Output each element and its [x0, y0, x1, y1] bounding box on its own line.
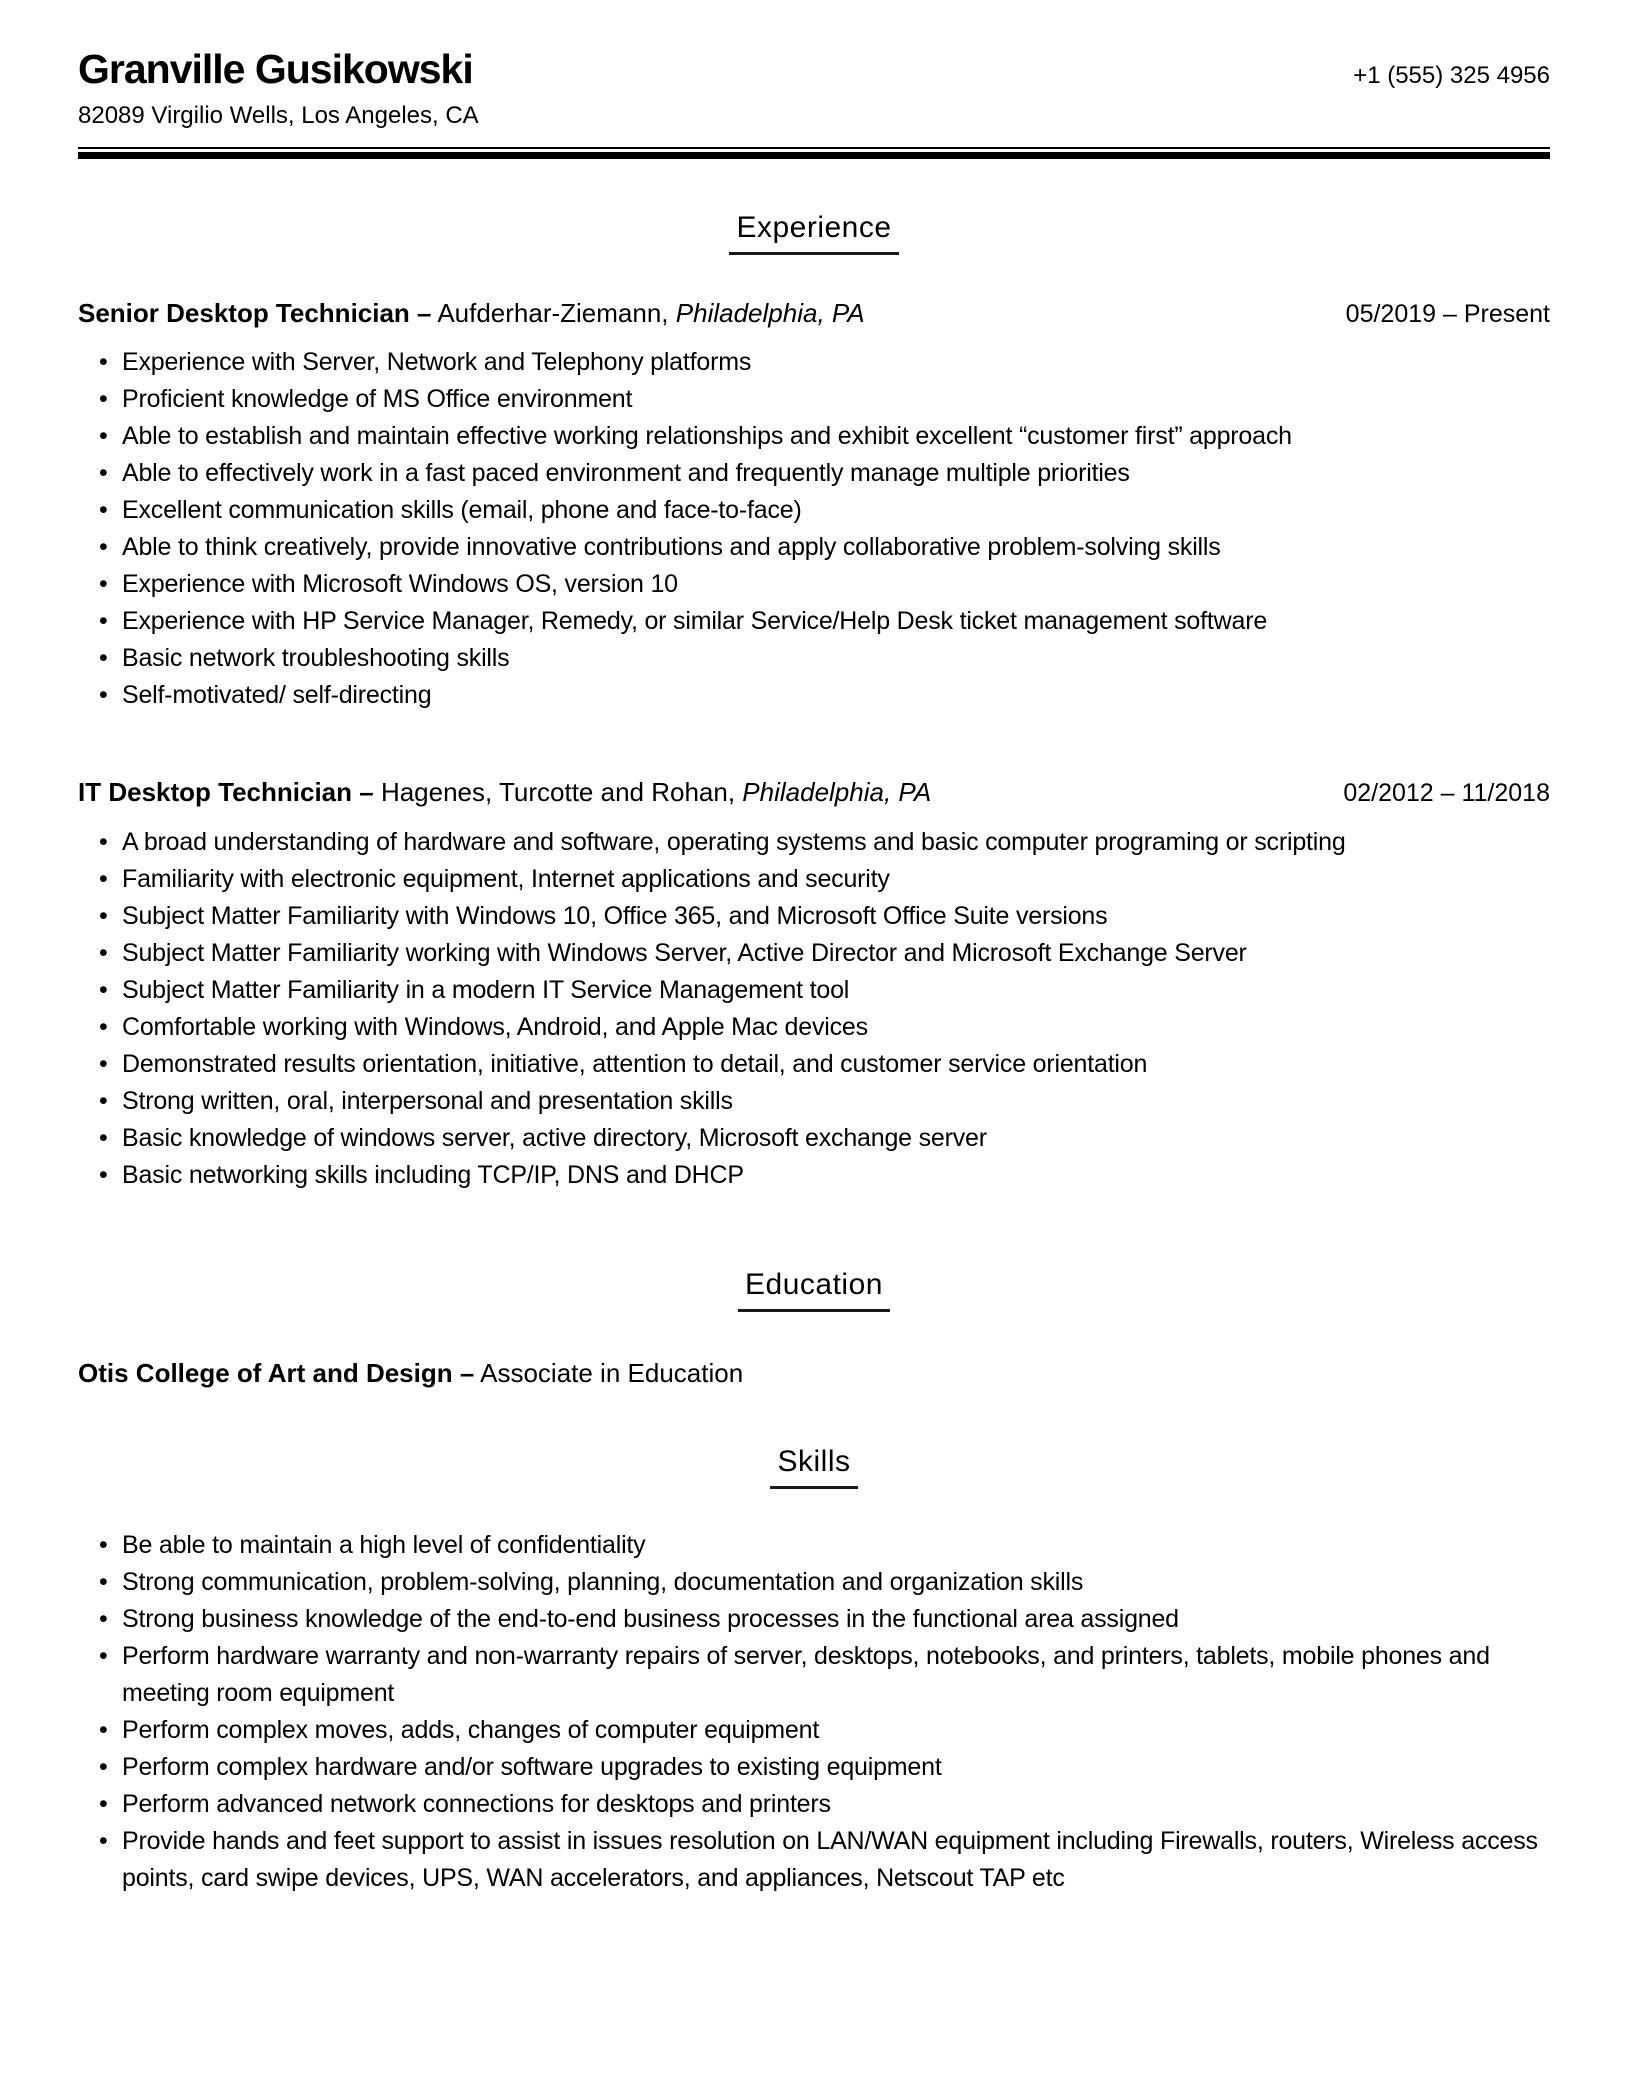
job-entry-it-desktop-technician: [78, 776, 1550, 1193]
job-bullet-item: • Excellent communication skills (email, phone and face-to-face): [78, 492, 1550, 529]
job-location: Philadelphia, PA: [675, 298, 865, 329]
phone-number: +1 (555) 325 4956: [1353, 62, 1550, 89]
job-bullet-item: • Basic network troubleshooting skills: [78, 640, 1550, 677]
job-bullet-item: • Self-motivated/ self-directing: [78, 677, 1550, 714]
skill-bullet-item: • Perform hardware warranty and non-warranty repairs of server, desktops, notebooks, and printers, tablets, mobile phones and meeting room equipment: [78, 1638, 1550, 1712]
skill-bullet-item: • Perform complex moves, adds, changes of computer equipment: [78, 1712, 1550, 1749]
divider-thin-line: [78, 147, 1550, 149]
skill-bullet-item: • Perform advanced network connections for desktops and printers: [78, 1786, 1550, 1823]
job-bullet-item: • Able to effectively work in a fast paced environment and frequently manage multiple priorities: [78, 455, 1550, 492]
job-dates: 05/2019 – Present: [1345, 300, 1550, 329]
job-bullet-item: • Subject Matter Familiarity with Windows 10, Office 365, and Microsoft Office Suite versions: [78, 898, 1550, 935]
skill-bullet-item: • Be able to maintain a high level of confidentiality: [78, 1527, 1550, 1564]
education-entry: [78, 1358, 1550, 1389]
job-bullet-item: • Subject Matter Familiarity working with Windows Server, Active Director and Microsoft Exchange Server: [78, 935, 1550, 972]
job-bullet-item: • Able to establish and maintain effective working relationships and exhibit excellent “customer first” approach: [78, 418, 1550, 455]
address-line: 82089 Virgilio Wells, Los Angeles, CA: [78, 102, 479, 130]
job-dates: 02/2012 – 11/2018: [1343, 779, 1550, 808]
experience-section: [78, 211, 1550, 1194]
header-divider: [78, 147, 1550, 159]
job-title: [78, 297, 865, 330]
job-bullet-item: • Proficient knowledge of MS Office environment: [78, 381, 1550, 418]
school-name: Otis College of Art and Design –: [78, 1357, 475, 1388]
skills-heading-wrap: [78, 1445, 1550, 1489]
job-bullet-item: • Comfortable working with Windows, Android, and Apple Mac devices: [78, 1009, 1550, 1046]
header-row: [78, 46, 1550, 93]
job-location: Philadelphia, PA: [742, 777, 932, 808]
job-bullet-item: • Basic networking skills including TCP/IP, DNS and DHCP: [78, 1157, 1550, 1194]
education-section: [78, 1268, 1550, 1389]
experience-heading-wrap: [78, 211, 1550, 255]
experience-heading: Experience: [729, 211, 898, 255]
job-bullet-list: [78, 344, 1550, 714]
job-header: [78, 297, 1550, 330]
job-bullet-item: • A broad understanding of hardware and software, operating systems and basic computer programing or scripting: [78, 824, 1550, 861]
skill-bullet-item: • Strong business knowledge of the end-to-end business processes in the functional area assigned: [78, 1601, 1550, 1638]
skills-bullet-list: [78, 1527, 1550, 1897]
job-bullet-item: • Experience with Server, Network and Telephony platforms: [78, 344, 1550, 381]
job-bullet-item: • Experience with HP Service Manager, Remedy, or similar Service/Help Desk ticket management software: [78, 603, 1550, 640]
resume-header: [78, 46, 1550, 159]
job-entry-senior-desktop-technician: [78, 297, 1550, 714]
job-company: Hagenes, Turcotte and Rohan,: [380, 777, 736, 808]
person-name: Granville Gusikowski: [78, 46, 473, 92]
job-role: IT Desktop Technician –: [78, 777, 374, 808]
skills-section: [78, 1445, 1550, 1897]
job-role: Senior Desktop Technician –: [78, 298, 432, 329]
job-bullet-item: • Able to think creatively, provide innovative contributions and apply collaborative problem-solving skills: [78, 529, 1550, 566]
degree-name: Associate in Education: [480, 1357, 744, 1388]
education-heading-wrap: [78, 1268, 1550, 1312]
skill-bullet-item: • Perform complex hardware and/or software upgrades to existing equipment: [78, 1749, 1550, 1786]
skill-bullet-item: • Provide hands and feet support to assist in issues resolution on LAN/WAN equipment including Firewalls, routers, Wireless access points, card swipe devices, UPS, WAN accelerators, and appliances, Netscout TAP etc: [78, 1823, 1550, 1897]
divider-thick-line: [78, 152, 1550, 159]
job-bullet-list: [78, 824, 1550, 1194]
skill-bullet-item: • Strong communication, problem-solving, planning, documentation and organization skills: [78, 1564, 1550, 1601]
job-bullet-item: • Strong written, oral, interpersonal and presentation skills: [78, 1083, 1550, 1120]
job-bullet-item: • Subject Matter Familiarity in a modern IT Service Management tool: [78, 972, 1550, 1009]
job-bullet-item: • Demonstrated results orientation, initiative, attention to detail, and customer service orientation: [78, 1046, 1550, 1083]
education-heading: Education: [738, 1268, 890, 1312]
job-bullet-item: • Familiarity with electronic equipment, Internet applications and security: [78, 861, 1550, 898]
skills-heading: Skills: [770, 1445, 857, 1489]
job-title: [78, 776, 931, 809]
job-company: Aufderhar-Ziemann,: [437, 298, 669, 329]
job-bullet-item: • Basic knowledge of windows server, active directory, Microsoft exchange server: [78, 1120, 1550, 1157]
job-bullet-item: • Experience with Microsoft Windows OS, version 10: [78, 566, 1550, 603]
job-header: [78, 776, 1550, 809]
